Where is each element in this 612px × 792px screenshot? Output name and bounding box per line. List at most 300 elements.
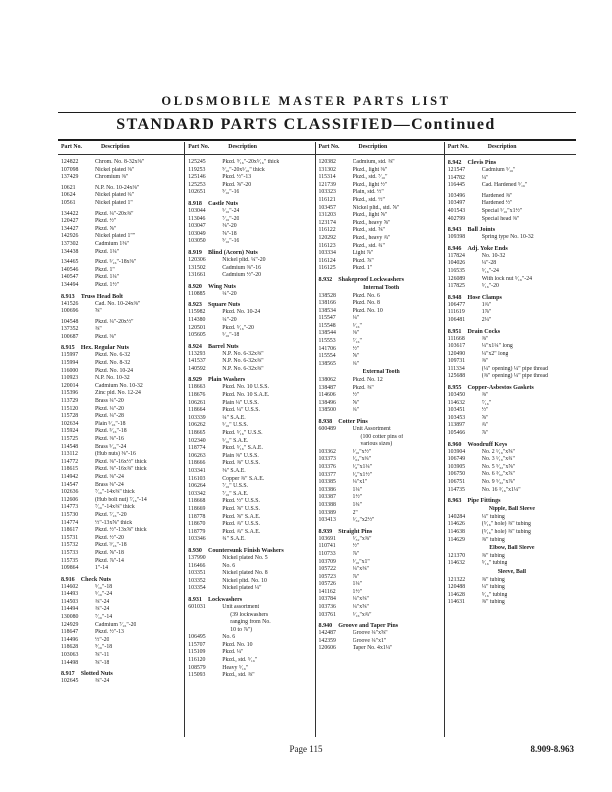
- part-description: ⅝"-18: [95, 659, 110, 666]
- part-row: [58, 174, 184, 182]
- part-description: ⅜" tubing: [481, 599, 505, 606]
- section-heading: [185, 200, 314, 208]
- part-description: ⅜" S.A.E.: [222, 468, 246, 474]
- part-row: [185, 317, 314, 325]
- column-header-description: Description: [228, 144, 257, 150]
- part-description: Pkzd., std. ¾": [352, 242, 385, 249]
- part-description: ¼"x1": [352, 479, 368, 486]
- column-header: [316, 142, 444, 155]
- section-heading: [58, 576, 184, 584]
- part-number: 111334: [447, 365, 465, 372]
- part-number: 106264: [188, 483, 206, 490]
- part-row: [58, 390, 184, 398]
- part-row-continuation: [185, 612, 314, 620]
- parts-column-4: [444, 142, 576, 737]
- part-description: Pkzd. ⅜"-16: [95, 436, 124, 442]
- part-description: ⅞": [352, 573, 360, 580]
- part-description: (⅜" opening) ¼" pipe thread: [481, 373, 548, 380]
- part-row: [58, 527, 184, 535]
- part-description: No. 16 ³⁄₁₆"x1¼": [481, 486, 521, 493]
- part-description: Pkzd. ⁵⁄₁₆"-20: [222, 324, 254, 331]
- section-title: Pipe Fittings: [467, 498, 501, 505]
- part-row: [185, 476, 314, 484]
- part-description: ⁵⁄₁₆"-18: [95, 583, 113, 590]
- part-row: [445, 268, 576, 276]
- part-row: [58, 226, 184, 234]
- part-description: ¹⁄₆₄"x¾": [352, 456, 372, 463]
- part-description: ⁹⁄₁₆"-16: [222, 238, 240, 245]
- part-description: Pkzd., std. ⁷⁄₁₆": [352, 174, 388, 181]
- part-description: Nickel plated ¾": [95, 192, 135, 199]
- part-row: [185, 634, 314, 642]
- part-description: Pkzd., std. ⅜": [222, 672, 255, 679]
- part-description: Cadmium ⅜"-16: [222, 264, 262, 271]
- part-row: [445, 373, 576, 381]
- part-description: ⁵⁄₁₆"-20: [481, 283, 499, 290]
- part-number: 134465: [61, 259, 79, 266]
- part-description: Nickel pltd., std. ⅝": [352, 204, 400, 211]
- part-description: 1¾": [352, 501, 363, 508]
- part-description: No. 2 ¹⁄₁₆"x⅝": [481, 448, 515, 455]
- part-number: 115314: [318, 174, 336, 181]
- section-number: 8.963: [447, 498, 462, 505]
- part-description: Zinc pld. No. 12-24: [95, 390, 141, 397]
- section-heading: [445, 497, 576, 505]
- part-row: [316, 167, 444, 175]
- section-title: Blind (Acorn) Nuts: [207, 249, 258, 256]
- part-number: 103709: [318, 558, 336, 565]
- section-number: 8.942: [447, 160, 462, 166]
- part-number: 115553: [318, 338, 336, 345]
- part-description: ¹⁄₁₆"x½": [352, 448, 372, 455]
- part-number: 114632: [447, 560, 465, 567]
- part-number: 115732: [61, 542, 79, 549]
- part-description: Brass ⁵⁄₁₆"-24: [95, 443, 127, 450]
- part-description: 1½": [352, 588, 363, 595]
- part-number: 121322: [447, 576, 466, 583]
- part-row: [445, 234, 576, 242]
- part-number: 114629: [447, 536, 465, 543]
- column-header-description: Description: [358, 144, 388, 150]
- part-description: Hardened ⅜": [481, 192, 513, 199]
- part-number: 103761: [318, 611, 336, 618]
- column-header-part-no: Part No.: [188, 144, 210, 150]
- part-row: [185, 460, 314, 468]
- part-row: [185, 174, 314, 182]
- part-row: [185, 265, 314, 273]
- part-description: Pkzd. No. 10-24: [222, 309, 261, 316]
- part-row: [316, 338, 444, 346]
- part-number: 116103: [188, 475, 206, 482]
- part-description: Pkzd. No. 12: [352, 377, 383, 384]
- part-description: ⅜": [481, 335, 489, 342]
- part-number: 141537: [188, 358, 206, 365]
- part-description: ⅝": [352, 353, 360, 360]
- part-description: Nickel plated No. 8: [222, 570, 268, 577]
- part-number: 114606: [318, 392, 336, 399]
- part-row: [316, 258, 444, 266]
- part-row: [316, 174, 444, 182]
- part-row: [58, 599, 184, 607]
- part-row: [185, 529, 314, 537]
- part-row: [185, 491, 314, 499]
- part-description: N.P. No. 6-32x⅜": [222, 365, 264, 372]
- part-description: ¼": [481, 174, 489, 181]
- part-number: 118668: [188, 498, 206, 505]
- part-description: Taper No. 4x1¼": [352, 645, 393, 652]
- section-title: Truss Head Bolt: [80, 293, 123, 300]
- part-number: 140592: [188, 365, 206, 372]
- part-number: 140284: [447, 513, 466, 520]
- part-row: [185, 366, 314, 374]
- section-number: 8.924: [188, 343, 202, 350]
- part-row: [316, 353, 444, 361]
- part-row: [185, 665, 314, 673]
- part-description: Elbow, Ball Sleeve: [489, 545, 535, 552]
- part-description: Brass ⅜"-24: [95, 481, 124, 488]
- part-description: ⅜"-24: [95, 598, 110, 605]
- part-description: Internal Tooth: [363, 284, 400, 291]
- part-description: Pkzd., std. ⅝": [352, 227, 385, 234]
- part-description: ⁵⁄₁₆" tubing: [481, 560, 508, 567]
- part-description: (39 lockwashers: [230, 611, 269, 618]
- part-row: [445, 216, 576, 224]
- part-description: ³⁄₁₆"x1": [352, 558, 370, 565]
- part-row: [58, 644, 184, 652]
- part-number: 104026: [447, 260, 466, 267]
- part-description: Pkzd. ¾" U.S.S.: [222, 521, 260, 528]
- part-row: [58, 591, 184, 599]
- part-row: [185, 189, 314, 197]
- part-number: 114494: [61, 606, 79, 613]
- part-description: Groove ¼"x⅝": [352, 630, 388, 637]
- section-number: 8.929: [188, 377, 202, 384]
- part-number: 103339: [188, 414, 206, 421]
- part-row: [316, 182, 444, 190]
- part-row: [445, 253, 576, 261]
- part-number: 107098: [61, 166, 79, 173]
- part-description: ⅜" tubing: [481, 552, 505, 559]
- part-row: [58, 678, 184, 686]
- part-description: No. 5 ⁵⁄₃₂"x⅝": [481, 463, 516, 470]
- part-description: ¼" S.A.E.: [222, 414, 246, 421]
- part-number: 114782: [447, 174, 465, 181]
- part-description: ¹⁄₈"x1¼": [352, 463, 373, 470]
- part-row: [58, 497, 184, 505]
- part-row: [445, 599, 576, 607]
- subsection-heading: [445, 545, 576, 553]
- part-row: [316, 479, 444, 487]
- part-description: ⅜": [481, 392, 489, 399]
- part-number: 103388: [318, 501, 336, 508]
- part-row: [445, 343, 576, 351]
- part-row: [185, 657, 314, 665]
- part-row: [58, 584, 184, 592]
- part-number: 118663: [188, 384, 206, 391]
- part-number: 103352: [188, 577, 206, 584]
- part-description: Pkzd. ⅝" S.A.E.: [222, 513, 261, 520]
- part-description: 10 to ⅞"): [230, 626, 253, 633]
- part-number: 115728: [61, 413, 79, 420]
- part-number: 113729: [61, 398, 79, 405]
- part-description: Pkzd., heavy ¾": [352, 234, 391, 241]
- part-row: [58, 436, 184, 444]
- section-title: Straight Pins: [338, 528, 373, 535]
- subsection-heading: [445, 569, 576, 577]
- part-description: Pkzd. ⁵⁄₁₆"-18: [95, 428, 127, 435]
- part-number: 109731: [447, 358, 466, 365]
- part-number: 110741: [318, 543, 336, 550]
- section-title: Clevis Pins: [467, 160, 497, 166]
- part-row: [58, 249, 184, 257]
- part-row: [58, 504, 184, 512]
- part-row: [316, 227, 444, 235]
- part-row: [58, 267, 184, 275]
- part-number: 103334: [318, 250, 336, 257]
- column-header-description: Description: [101, 144, 130, 150]
- part-number: 124929: [61, 621, 79, 628]
- part-description: ⁷⁄₁₆"-14x⅜" thick: [95, 489, 135, 496]
- part-number: 100696: [61, 308, 79, 315]
- part-number: 113897: [447, 422, 465, 429]
- part-description: ¼": [352, 315, 360, 322]
- part-row: [58, 459, 184, 467]
- part-number: 120490: [447, 350, 466, 357]
- part-row: [58, 466, 184, 474]
- part-description: Unit assortment: [222, 603, 260, 610]
- part-row: [58, 308, 184, 316]
- part-description: Cad. Hardened ⁵⁄₁₆": [481, 182, 528, 189]
- part-row: [316, 159, 444, 167]
- section-heading: [58, 344, 184, 352]
- part-row: [316, 315, 444, 323]
- section-title: Castle Nuts: [207, 200, 238, 207]
- section-heading: [185, 249, 314, 257]
- part-number: 120488: [447, 584, 466, 591]
- part-description: Pkzd. 1¼": [95, 248, 120, 255]
- part-number: 10624: [61, 192, 76, 199]
- part-number: 103049: [188, 230, 206, 237]
- part-row: [58, 606, 184, 614]
- part-number: 118617: [61, 527, 79, 534]
- part-row: [316, 604, 444, 612]
- part-row: [58, 637, 184, 645]
- part-row: [445, 487, 576, 495]
- part-number: 103457: [318, 204, 336, 211]
- part-number: 103497: [447, 200, 466, 207]
- part-number: 120306: [188, 256, 206, 263]
- part-number: 103617: [447, 343, 466, 350]
- part-row: [445, 407, 576, 415]
- part-description: Pkzd. ½"-20: [95, 534, 124, 541]
- section-title: Countersunk Finish Washers: [207, 547, 284, 554]
- part-number: 600489: [318, 426, 336, 432]
- part-row: [445, 479, 576, 487]
- part-description: ⅜"-24: [95, 606, 110, 613]
- part-description: ⁷⁄₁₆"-14: [95, 614, 113, 621]
- part-description: Pkzd., light ⅝": [352, 212, 388, 219]
- part-row: [445, 358, 576, 366]
- part-number: 131203: [318, 212, 336, 219]
- part-number: 114498: [61, 659, 79, 666]
- part-description: Pkzd. 1": [95, 266, 115, 273]
- part-row: [185, 498, 314, 506]
- part-description: ⅝"-18: [222, 230, 237, 237]
- part-number: 115735: [61, 557, 79, 564]
- part-description: 2¼": [481, 316, 492, 323]
- part-number: 138062: [318, 377, 336, 384]
- part-description: Pkzd. ½": [95, 218, 117, 225]
- part-number: 126089: [447, 275, 466, 282]
- part-row: [445, 167, 576, 175]
- part-number: 103050: [188, 238, 206, 245]
- part-number: 114942: [61, 473, 79, 480]
- part-row: [316, 638, 444, 646]
- part-row: [316, 581, 444, 589]
- part-number: 103453: [447, 414, 466, 421]
- part-number: 140546: [61, 266, 79, 273]
- part-number: 104548: [61, 318, 79, 325]
- part-description: Plain ⁵⁄₁₆"-18: [95, 420, 126, 427]
- part-row: [58, 211, 184, 219]
- section-title: Wing Nuts: [207, 283, 236, 290]
- part-number: 118774: [188, 445, 206, 452]
- part-number: 109864: [61, 565, 79, 572]
- section-title: Hose Clamps: [467, 294, 502, 301]
- part-number: 118665: [188, 430, 206, 437]
- part-row: [58, 444, 184, 452]
- part-number: 103362: [318, 448, 336, 455]
- part-description: ⅜"-20: [222, 223, 237, 230]
- part-number: 138487: [318, 384, 336, 391]
- part-description: ½": [352, 345, 360, 352]
- part-number: 402799: [447, 215, 466, 222]
- part-description: With lock nut ⁵⁄₁₆"-24: [481, 275, 532, 282]
- part-row: [58, 233, 184, 241]
- part-row: [316, 551, 444, 559]
- part-number: 115120: [61, 405, 79, 412]
- part-description: ¼"x⅝": [352, 604, 369, 611]
- part-number: 114548: [61, 443, 79, 450]
- part-description: Pkzd. No. 8: [352, 300, 380, 307]
- part-number: 114547: [61, 481, 79, 488]
- part-row-continuation: [185, 627, 314, 635]
- part-number: 105605: [188, 332, 206, 339]
- title-bottom-rule: [58, 139, 576, 141]
- part-row: [185, 208, 314, 216]
- section-heading: [316, 276, 444, 284]
- part-row: [316, 212, 444, 220]
- section-heading: [185, 283, 314, 291]
- part-row: [185, 223, 314, 231]
- part-number: 103354: [188, 585, 206, 592]
- part-description: Pkzd. ⁵⁄₁₆" S.A.E.: [222, 445, 263, 452]
- part-description: ½": [352, 543, 360, 550]
- part-number: 118779: [188, 528, 206, 535]
- part-row: [185, 182, 314, 190]
- section-heading: [316, 622, 444, 630]
- part-row: [445, 584, 576, 592]
- part-description: ⅝": [352, 399, 360, 406]
- part-description: Pkzd. ¼"-28: [95, 413, 124, 420]
- part-description: ⁵⁄₁₆"-24: [222, 207, 240, 214]
- part-row: [445, 529, 576, 537]
- part-number: 114493: [61, 591, 79, 598]
- part-description: (Hub bolt nut) ⁷⁄₁₆"-14: [95, 496, 147, 503]
- part-description: Light ⅞": [352, 250, 374, 257]
- part-row: [58, 622, 184, 630]
- part-number: 115554: [318, 353, 336, 360]
- part-number: 114774: [61, 519, 79, 526]
- part-number: 105723: [318, 573, 336, 580]
- part-row: [185, 167, 314, 175]
- part-description: N.P. No. 10-24x⅜": [95, 184, 140, 191]
- part-row: [58, 482, 184, 490]
- part-description: ½": [352, 392, 360, 399]
- part-row: [185, 358, 314, 366]
- section-number: 8.931: [188, 596, 202, 603]
- part-description: ¾": [352, 407, 360, 414]
- part-description: Pkzd. ⅜": [95, 333, 117, 340]
- part-number: 138496: [318, 399, 336, 406]
- section-number: 8.955: [447, 385, 462, 392]
- part-description: Pkzd. ¼"-20x⅜": [95, 210, 134, 217]
- part-number: 138500: [318, 407, 336, 414]
- part-description: ⅜" tubing: [481, 536, 505, 543]
- part-description: ⁵⁄₁₆": [352, 322, 362, 329]
- part-number: 103450: [447, 392, 466, 399]
- part-number: 125146: [188, 174, 206, 181]
- part-number: 109398: [447, 234, 466, 241]
- part-number: 114631: [447, 599, 465, 606]
- part-row: [445, 400, 576, 408]
- part-description: Nickel plated ¼": [222, 585, 262, 592]
- part-row: [316, 308, 444, 316]
- part-number: 120606: [318, 645, 336, 652]
- part-number: 100687: [61, 333, 79, 340]
- part-number-empty: [188, 612, 222, 620]
- part-row: [58, 489, 184, 497]
- part-row: [316, 243, 444, 251]
- part-row: [445, 317, 576, 325]
- part-row: [58, 259, 184, 267]
- part-description: 1¼": [352, 581, 363, 588]
- part-row: [316, 596, 444, 604]
- part-number: 121739: [318, 181, 336, 188]
- part-number: 114632: [447, 399, 465, 406]
- part-number: 118669: [188, 505, 206, 512]
- part-number: 102636: [61, 489, 79, 496]
- part-number: 114735: [447, 486, 465, 493]
- part-number: 114773: [61, 504, 79, 511]
- part-number: 116000: [61, 367, 79, 374]
- part-number: 114496: [61, 636, 79, 643]
- part-number: 115733: [61, 549, 79, 556]
- column-header: [58, 142, 184, 155]
- part-row: [185, 422, 314, 430]
- part-row: [316, 517, 444, 525]
- part-description: ⁹⁄₁₆"-18: [95, 644, 113, 651]
- part-row: [58, 398, 184, 406]
- part-number: 115982: [188, 309, 206, 316]
- part-number: 103413: [318, 517, 336, 524]
- section-title: Check Nuts: [80, 576, 112, 583]
- part-row: [316, 456, 444, 464]
- part-number: 115547: [318, 315, 336, 322]
- part-row: [316, 449, 444, 457]
- part-row: [185, 642, 314, 650]
- part-description: Pkzd., heavy ⅝": [352, 219, 391, 226]
